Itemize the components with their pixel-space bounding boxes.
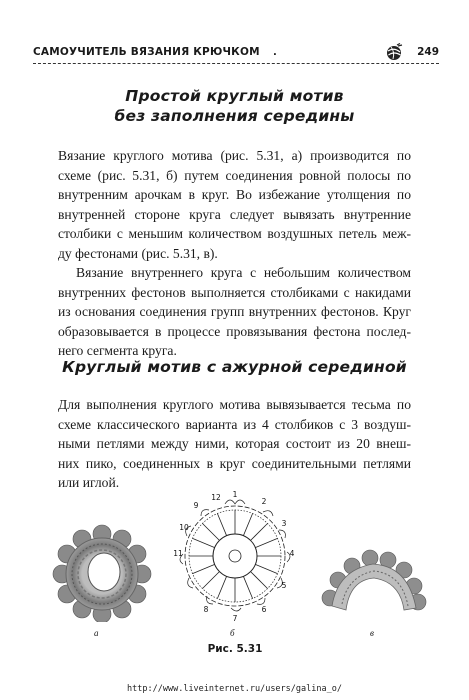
diagram-number: 10: [179, 523, 189, 532]
text-line: из основания соединения групп внутренних фестонов. Круг: [58, 304, 411, 320]
text-line: схеме классического варианта из 4 столбиков с 3 воздуш-: [58, 416, 411, 432]
figure-caption: Рис. 5.31: [207, 643, 263, 655]
diagram-number: 7: [232, 614, 238, 623]
book-title: САМОУЧИТЕЛЬ ВЯЗАНИЯ КРЮЧКОМ: [33, 46, 260, 58]
figure-label-c: в: [370, 628, 374, 638]
paragraph-2: [58, 263, 411, 361]
header-dot: .: [273, 47, 277, 58]
source-url: http://www.liveinternet.ru/users/galina_o/: [127, 684, 342, 694]
section-heading-1: [0, 86, 469, 126]
diagram-number: 1: [232, 490, 238, 499]
text-line: ду фестонами (рис. 5.31, в).: [58, 245, 218, 261]
text-line: Вязание внутреннего круга с небольшим количеством: [76, 265, 411, 280]
diagram-number: 12: [211, 493, 221, 502]
figure-label-a: а: [94, 628, 99, 638]
text-line: образовывается в процессе провязывания фестона послед-: [58, 323, 411, 339]
figure-b-crochet-diagram: [172, 490, 298, 626]
section-heading-1-line1: Простой круглый мотив: [125, 87, 344, 105]
paragraph-3: [58, 395, 411, 493]
figure-c-crochet-strip-photo: [318, 540, 428, 620]
text-line: Для выполнения круглого мотива вывязывается тесьма по: [58, 397, 411, 412]
figure-a-crochet-ring-photo: [52, 522, 152, 622]
section-heading-2: Круглый мотив с ажурной серединой: [62, 358, 407, 376]
text-line: или иглой.: [58, 475, 120, 491]
text-line: внутренних фестонов выполняется столбиками с накидами: [58, 284, 411, 300]
text-line: ными петлями между ними, которая состоит из 20 внеш-: [58, 436, 411, 452]
text-line: схеме (рис. 5.31, б) путем соединения ровной полосы по: [58, 167, 411, 183]
figure-label-b: б: [230, 628, 235, 638]
diagram-number: 6: [261, 605, 267, 614]
diagram-number: 4: [289, 549, 295, 558]
diagram-number: 9: [193, 501, 199, 510]
yarn-ball-icon: [385, 43, 403, 61]
header-divider: [33, 63, 439, 64]
text-line: них пико, соединенных в круг соединительными петлями: [58, 455, 411, 471]
page-number: 249: [417, 46, 439, 58]
paragraph-1: [58, 146, 411, 264]
text-line: него сегмента круга.: [58, 343, 177, 359]
running-header: [33, 43, 439, 63]
text-line: внутренней стороне круга следует вывязать внутренние: [58, 206, 411, 222]
diagram-number: 5: [281, 581, 287, 590]
text-line: столбики с меньшим количеством воздушных петель меж-: [58, 226, 411, 242]
text-line: Вязание круглого мотива (рис. 5.31, а) производится по: [58, 148, 411, 163]
section-heading-1-line2: без заполнения середины: [114, 107, 355, 125]
diagram-number: 8: [203, 605, 209, 614]
diagram-number: 3: [281, 519, 287, 528]
diagram-number: 2: [261, 497, 267, 506]
diagram-number: 11: [173, 549, 183, 558]
text-line: внутренним арочкам в круг. Во избежание утолщения по: [58, 187, 411, 203]
